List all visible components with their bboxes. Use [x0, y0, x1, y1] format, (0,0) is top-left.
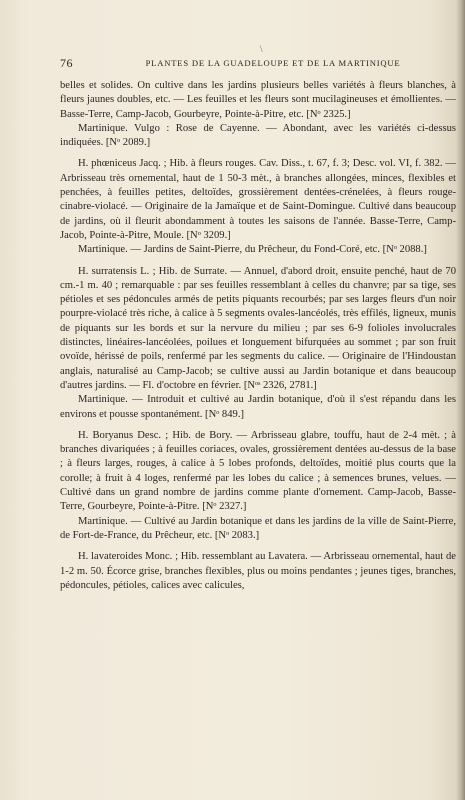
paragraph-martinique-saint-pierre: Martinique. — Jardins de Saint-Pierre, du Prêcheur, du Fond-Coré, etc. [Nᵒ 2088.] [78, 244, 427, 256]
paragraph-martinique-rose-de-cayenne: Martinique. Vulgo : Rose de Cayenne. — Abondant, avec les variétés ci-dessus indiquées. [Nᵒ 2089.] [60, 122, 456, 149]
paragraph-martinique-fort-de-france: Martinique. — Cultivé au Jardin botanique et dans les jardins de la ville de Saint-Pierre, de Fort-de-France, du Prêcheur, etc. [Nᵒ 2083.] [60, 515, 456, 541]
paragraph-h-phoeniceus: H. phœniceus Jacq. ; Hib. à fleurs rouges. Cav. Diss., t. 67, f. 3; Desc. vol. VI, f. 382. — Arbrisseau très ornemental, haut de 1 50-3 mèt., à branches allongées, minces, flexibles et penchées, à feuilles petites, deltoïdes, grossièrement dentées-crénelées, à fleurs rouge-cinabre-violacé. — Originaire de la Jamaïque et de Saint-Domingue. Cultivé dans beaucoup de jardins, où il fleurit abondamment à toutes les saisons de l'année. Basse-Terre, Camp-Jacob, Pointe-à-Pitre, Moule. [Nᵒ 3209.] [60, 158, 456, 241]
page-header [60, 56, 456, 70]
paragraph-continuation: belles et solides. On cultive dans les jardins plusieurs belles variétés à fleurs blanches, à fleurs jaunes doubles, etc. — Les feuilles et les fleurs sont mucilagineuses et émollientes. — Basse-Terre, Camp-Jacob, Gourbeyre, Pointe-à-Pitre, etc. [Nᵒ 2325.] [60, 80, 456, 120]
paragraph-h-surratensis: H. surratensis L. ; Hib. de Surrate. — Annuel, d'abord droit, ensuite penché, haut de 70 cm.-1 m. 40 ; remarquable : par ses feuilles ressemblant à celles du chanvre; par sa tige, ses pétioles et ses pédoncules armés de petits piquants recourbés; par ses larges fleurs d'un noir pourpre-violacé très riche, à calice à 5 segments ovales-lancéolés, très effilés, ligneux, munis de piquants sur les bords et sur la nervure du milieu ; par ses 6-9 folioles involucrales distinctes, linéaires-lancéolées, poilues et longuement bifurquées au sommet ; par son fruit ovoïde, hérissé de poils, renfermé par les segments du calice. — Originaire de l'Hindoustan anglais, naturalisé au Camp-Jacob; se cultive aussi au Jardin botanique et dans beaucoup d'autres jardins. — Fl. d'octobre en février. [Nᵒˢ 2326, 2781.] [60, 265, 456, 391]
paragraph-h-boryanus: H. Boryanus Desc. ; Hib. de Bory. — Arbrisseau glabre, touffu, haut de 2-4 mèt. ; à branches divariquées ; à feuilles coriaces, ovales, grossièrement dentées au-dessus de la base ; à fleurs larges, rouges, à calice à 5 lobes profonds, deltoïdes, moitié plus courts que la corolle; à fruit à 4 loges, renfermé par les lobes du calice ; à semences brunes, velues. — Cultivé dans un grand nombre de jardins comme plante d'ornement. Camp-Jacob, Basse-Terre, Gourbeyre, Pointe-à-Pitre. [Nᵒ 2327.] [60, 429, 456, 513]
paragraph-martinique-jardin-botanique: Martinique. — Introduit et cultivé au Jardin botanique, d'où il s'est répandu dans les environs et pousse spontanément. [Nᵒ 849.] [60, 394, 456, 420]
page-number: 76 [60, 56, 73, 70]
margin-mark: \ [260, 44, 263, 54]
page-edge-shadow [456, 0, 465, 800]
paragraph-h-lavateroides: H. lavateroides Monc. ; Hib. ressemblant au Lavatera. — Arbrisseau ornemental, haut de 1-2 m. 50. Écorce grise, branches flexibles, plus ou moins pendantes ; jeunes tiges, branches, pédoncules, pétioles, calices avec calicules, [60, 551, 456, 591]
running-title: PLANTES DE LA GUADELOUPE ET DE LA MARTINIQUE [145, 58, 401, 68]
body-text [60, 79, 456, 593]
